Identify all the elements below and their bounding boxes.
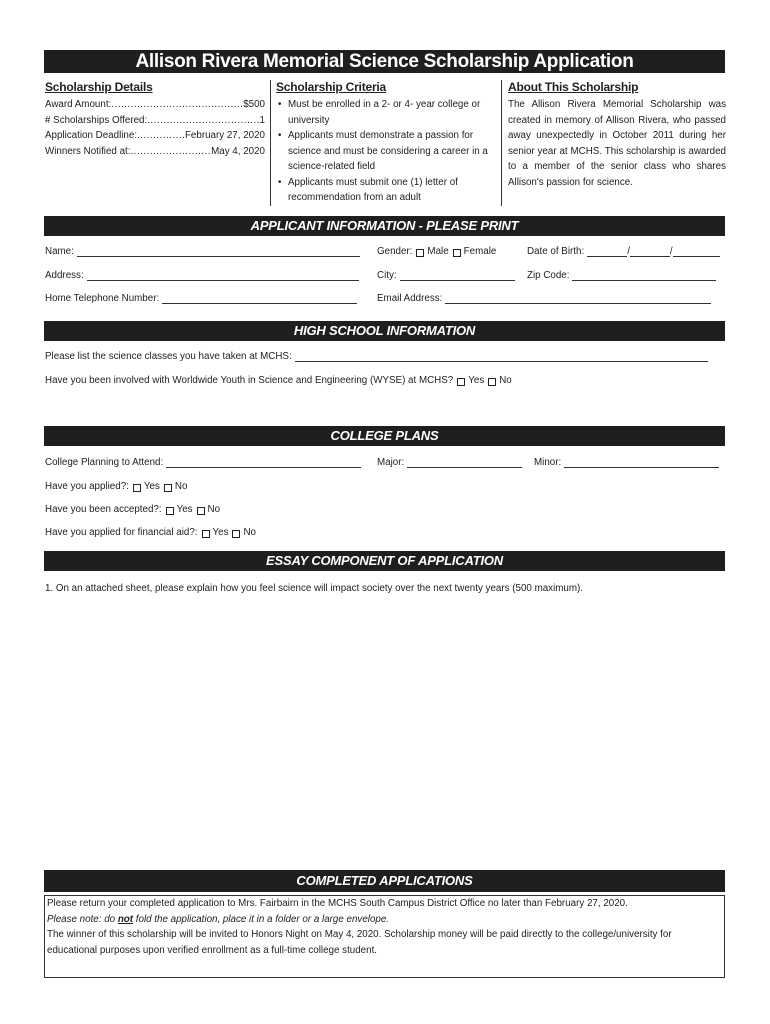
about-text: The Allison Rivera Memorial Scholarship was created in memory of Allison Rivera, who passed away unexpectedly in October 2011 during her senior year at MCHS. This scholarship is awarded to a member of the senior class who shares Allison's passion for science. bbox=[508, 99, 726, 188]
about-heading: About This Scholarship bbox=[508, 80, 639, 94]
name-field[interactable]: Name: bbox=[45, 246, 360, 257]
criteria-item: • Applicants must demonstrate a passion for science and must be considering a career in a science-related field bbox=[276, 128, 496, 175]
address-field[interactable]: Address: bbox=[45, 270, 359, 281]
minor-field[interactable]: Minor: bbox=[534, 457, 719, 468]
gender-female-checkbox[interactable] bbox=[453, 249, 461, 257]
finaid-no-checkbox[interactable] bbox=[232, 530, 240, 538]
accepted-yes-checkbox[interactable] bbox=[166, 507, 174, 515]
gender-male-checkbox[interactable] bbox=[416, 249, 424, 257]
criteria-item: • Must be enrolled in a 2- or 4- year college or university bbox=[276, 97, 496, 128]
scholarship-details bbox=[45, 80, 265, 159]
science-classes-field[interactable]: Please list the science classes you have taken at MCHS: bbox=[45, 351, 708, 362]
applied-yes-checkbox[interactable] bbox=[133, 484, 141, 492]
dob-field[interactable]: Date of Birth: / / bbox=[527, 246, 720, 257]
financial-aid-question: Have you applied for financial aid?: Yes No bbox=[45, 527, 257, 538]
applied-question: Have you applied?: Yes No bbox=[45, 481, 188, 492]
scholarship-criteria bbox=[276, 80, 496, 206]
wyse-question: Have you been involved with Worldwide Youth in Science and Engineering (WYSE) at MCHS? Yes No bbox=[45, 375, 512, 386]
column-divider bbox=[501, 80, 502, 206]
zip-code-field[interactable]: Zip Code: bbox=[527, 270, 716, 281]
column-divider bbox=[270, 80, 271, 206]
applied-no-checkbox[interactable] bbox=[164, 484, 172, 492]
city-field[interactable]: City: bbox=[377, 270, 515, 281]
college-plans-heading: COLLEGE PLANS bbox=[44, 426, 725, 446]
award-amount-row: Award Amount: ..... $500 bbox=[45, 97, 265, 113]
page-title: Allison Rivera Memorial Science Scholarship Application bbox=[44, 50, 725, 73]
applicant-info-heading: APPLICANT INFORMATION - PLEASE PRINT bbox=[44, 216, 725, 236]
return-instructions: Please return your completed application to Mrs. Fairbairn in the MCHS South Campus District Office no later than February 27, 2020. bbox=[47, 898, 628, 909]
major-field[interactable]: Major: bbox=[377, 457, 522, 468]
accepted-question: Have you been accepted?: Yes No bbox=[45, 504, 221, 515]
criteria-heading: Scholarship Criteria bbox=[276, 80, 387, 94]
essay-prompt: 1. On an attached sheet, please explain how you feel science will impact society over the next twenty years (500 maximum). bbox=[45, 583, 584, 594]
application-deadline-row: Application Deadline: ..... February 27, 2020 bbox=[45, 128, 265, 144]
wyse-yes-checkbox[interactable] bbox=[457, 378, 465, 386]
accepted-no-checkbox[interactable] bbox=[197, 507, 205, 515]
college-field[interactable]: College Planning to Attend: bbox=[45, 457, 361, 468]
folding-note: Please note: do not fold the application, place it in a folder or a large envelope. bbox=[47, 913, 390, 925]
winner-info: The winner of this scholarship will be invited to Honors Night on May 4, 2020. Scholarship money will be paid directly to the college/university for educational purposes upon verified enrollment as a full-time college student. bbox=[47, 929, 672, 956]
high-school-heading: HIGH SCHOOL INFORMATION bbox=[44, 321, 725, 341]
finaid-yes-checkbox[interactable] bbox=[202, 530, 210, 538]
essay-heading: ESSAY COMPONENT OF APPLICATION bbox=[44, 551, 725, 571]
criteria-item: • Applicants must submit one (1) letter of recommendation from an adult bbox=[276, 175, 496, 206]
scholarships-offered-row: # Scholarships Offered: ..... 1 bbox=[45, 113, 265, 129]
gender-field: Gender: Male Female bbox=[377, 246, 497, 257]
home-phone-field[interactable]: Home Telephone Number: bbox=[45, 293, 357, 304]
details-heading: Scholarship Details bbox=[45, 80, 153, 94]
about-scholarship bbox=[508, 80, 726, 190]
email-field[interactable]: Email Address: bbox=[377, 293, 711, 304]
completed-applications-box bbox=[44, 895, 725, 978]
completed-applications-heading: COMPLETED APPLICATIONS bbox=[44, 870, 725, 892]
wyse-no-checkbox[interactable] bbox=[488, 378, 496, 386]
winners-notified-row: Winners Notified at: ..... May 4, 2020 bbox=[45, 144, 265, 160]
